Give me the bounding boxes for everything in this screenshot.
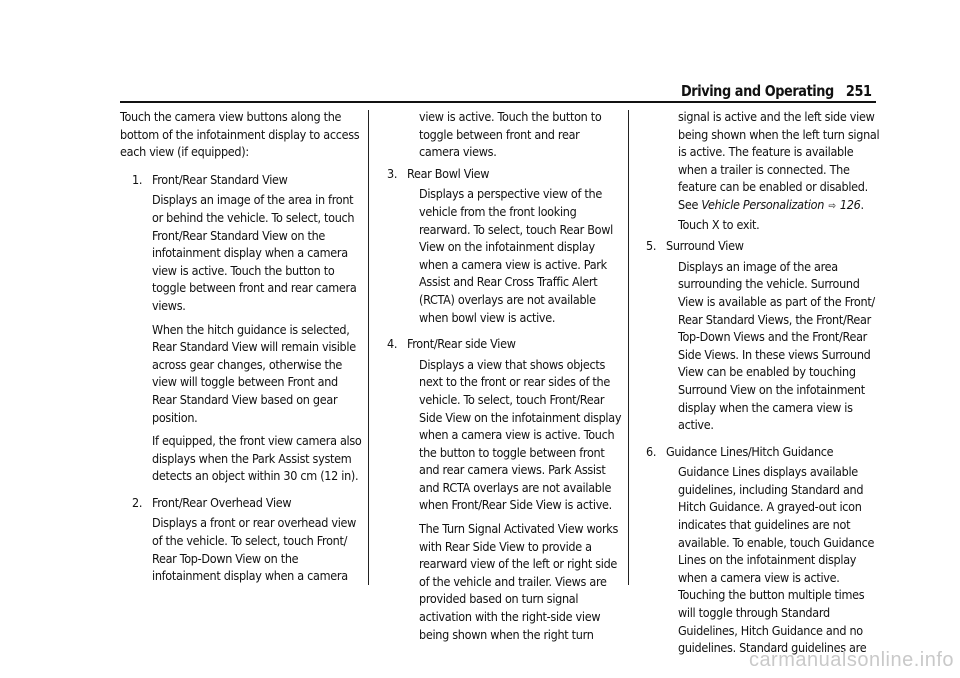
list-item-text: If equipped, the front view camera also displays when the Park Assist system detects an object within 30 cm (12 in). — [152, 433, 362, 484]
column-3 — [646, 108, 881, 663]
page-reference[interactable]: 126 — [839, 196, 861, 212]
list-item-text: Displays a perspective view of the vehicle from the front looking rearward. To select, touch Rear Bowl View on the infotainment display when a camera view is active. Park Assist and Rear Cross Traffic Alert (RCTA) overlays are not available when bowl view is active. — [419, 186, 613, 325]
page-header — [681, 82, 872, 100]
list-item-title: 2. Front/Rear Overhead View — [132, 494, 292, 510]
list-item-text: The Turn Signal Activated View works with Rear Side View to provide a rearward view of the left or right side of the vehicle and trailer. Views are provided based on turn signal activation with the right-side view being shown when the right turn — [419, 521, 619, 642]
watermark: carmanualsonline.info — [748, 649, 954, 671]
list-item-title: 6. Guidance Lines/Hitch Guidance — [646, 443, 834, 459]
list-item-text: Displays an image of the area in front or behind the vehicle. To select, touch Front/Rear Standard View on the infotainment display when a camera view is active. Touch the button to toggle between front and rear camera views. — [152, 192, 357, 313]
list-item-text: Guidance Lines displays available guidelines, including Standard and Hitch Guidance. A grayed-out icon indicates that guidelines are not available. To enable, touch Guidance Lines on the infotainment display when a camera view is active. Touching the button multiple times will toggle through Standard Guidelines, Hitch Guidance and no guidelines. Standard guidelines are — [678, 464, 875, 656]
column-1 — [120, 108, 365, 591]
column-divider — [628, 110, 629, 585]
list-item-title: 1. Front/Rear Standard View — [132, 171, 288, 187]
continued-text: view is active. Touch the button to toggle between front and rear camera views. — [419, 109, 602, 160]
list-item-text: Displays a view that shows objects next to the front or rear sides of the vehicle. To select, touch Front/Rear Side View on the infotainment display when a camera view is active. Touch the button to toggle between front and rear camera views. Park Assist and RCTA overlays are not available when Front/Rear Side View is active. — [419, 356, 622, 513]
list-item-title: 3. Rear Bowl View — [387, 165, 490, 181]
list-item-text: When the hitch guidance is selected, Rear Standard View will remain visible across gear changes, otherwise the view will toggle between Front and Rear Standard View based on gear position. — [152, 321, 356, 425]
continued-text: signal is active and the left side view being shown when the left turn signal is active. The feature is available when a trailer is connected. The feature can be enabled or disabled. See Vehicle Personalization ⇨ 126. Touch X to exit. — [678, 109, 880, 232]
list-item-title: 4. Front/Rear side View — [387, 336, 516, 352]
column-2 — [387, 108, 622, 649]
list-item-text: Displays an image of the area surrounding the vehicle. Surround View is available as part of the Front/ Rear Standard Views, the Front/Rear Top-Down Views and the Front/Rear Side Views. In these views Surround View can be enabled by touching Surround View on the infotainment display when the camera view is active. — [678, 258, 875, 433]
intro-paragraph: Touch the camera view buttons along the bottom of the infotainment display to access each view (if equipped): — [120, 109, 360, 160]
section-title: Driving and Operating — [681, 82, 835, 100]
list-item-text: Displays a front or rear overhead view of the vehicle. To select, touch Front/ Rear Top-Down View on the infotainment display when a camera — [152, 515, 357, 584]
header-rule — [120, 101, 876, 103]
page-number: 251 — [846, 82, 872, 100]
list-item-title: 5. Surround View — [646, 238, 744, 254]
cross-reference-link[interactable]: Vehicle Personalization — [701, 196, 825, 212]
page-reference-arrow-icon: ⇨ — [828, 200, 836, 212]
column-divider — [368, 110, 369, 585]
